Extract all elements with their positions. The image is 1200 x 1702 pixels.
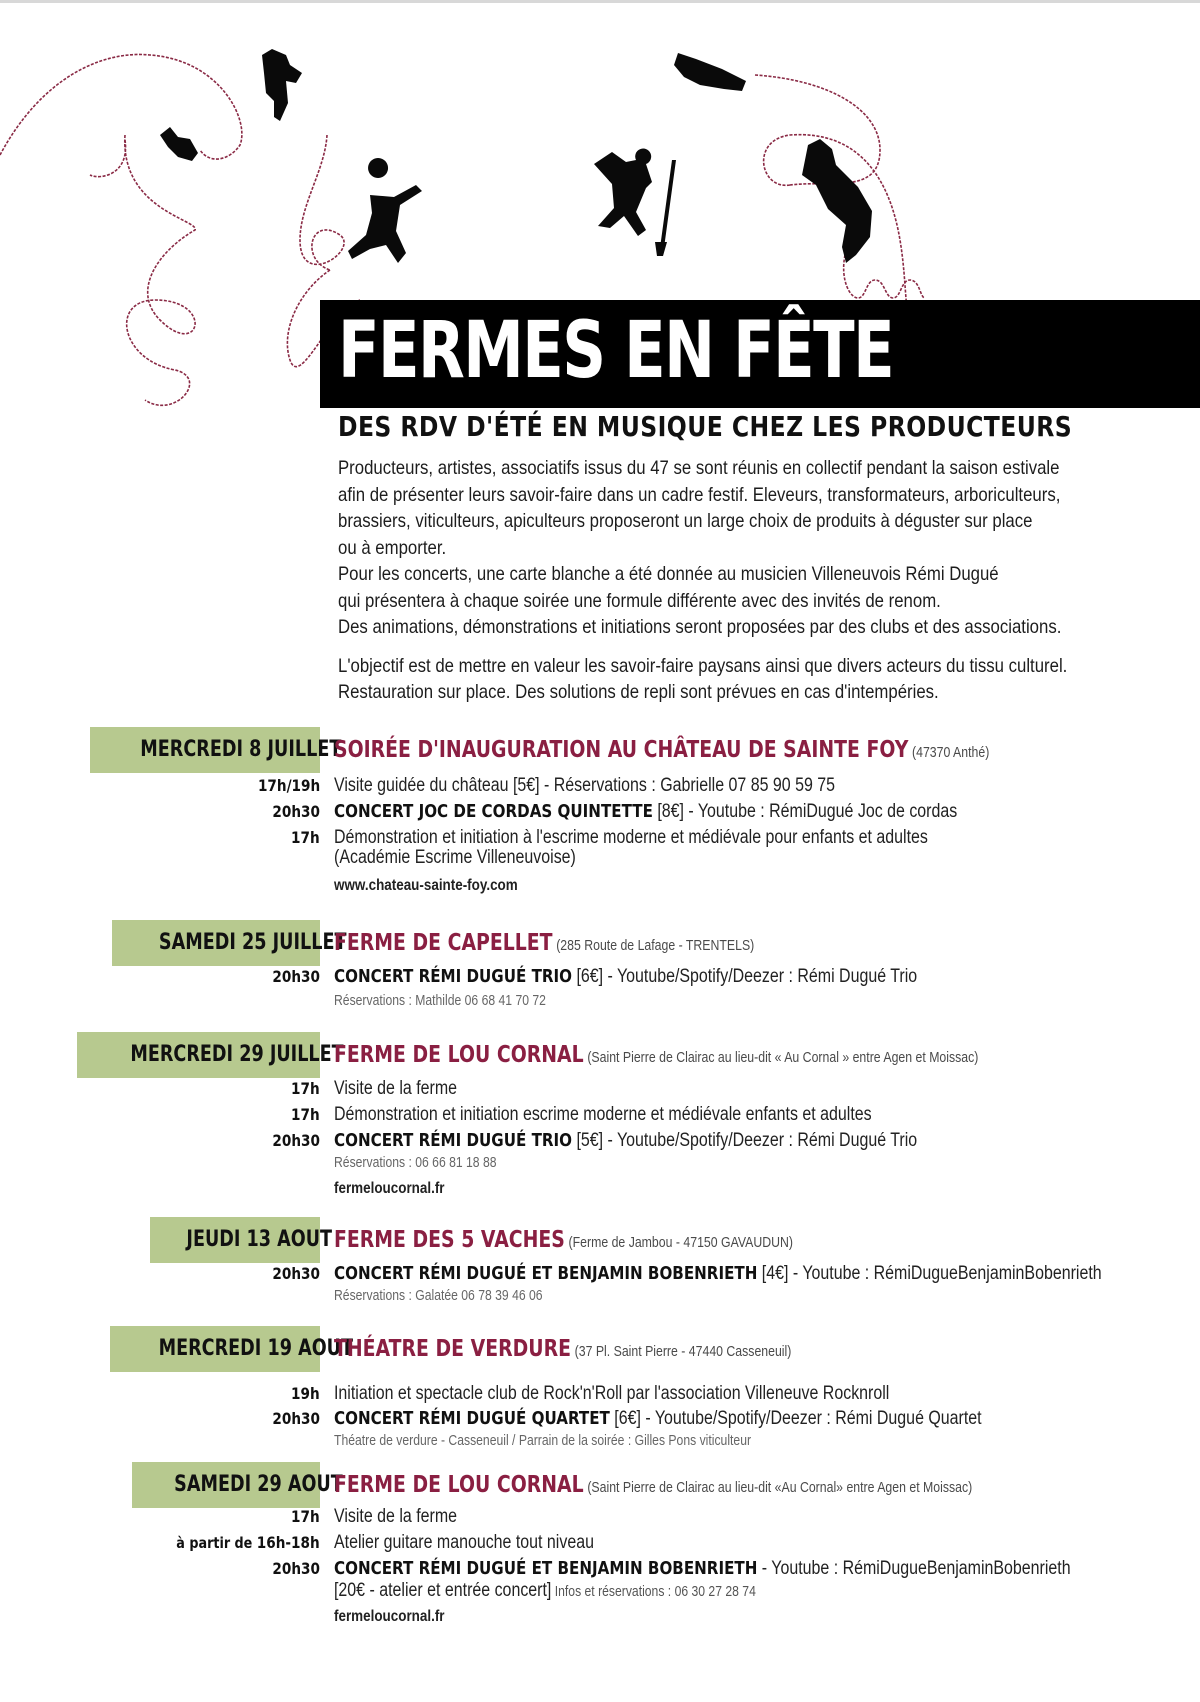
- website-link[interactable]: fermeloucornal.fr: [334, 1180, 445, 1197]
- schedule-row: [0, 799, 1200, 825]
- page-subtitle: DES RDV D'ÉTÉ EN MUSIQUE CHEZ LES PRODUCTEURS: [338, 410, 1073, 443]
- event-date: SAMEDI 29 AOUT: [174, 1472, 343, 1497]
- reservation-note: Réservations : Mathilde 06 68 41 70 72: [334, 993, 546, 1009]
- activity-desc: CONCERT RÉMI DUGUÉ QUARTET [6€] - Youtube/Spotify/Deezer : Rémi Dugué Quartet: [334, 1408, 982, 1429]
- venue-name: FERME DE LOU CORNAL: [334, 1472, 584, 1498]
- activity-desc: CONCERT RÉMI DUGUÉ ET BENJAMIN BOBENRIETH - Youtube : RémiDugueBenjaminBobenrieth: [334, 1558, 1071, 1579]
- time-label: 17h: [291, 1507, 320, 1526]
- schedule-row: [0, 964, 1200, 990]
- venue-note: Théatre de verdure - Casseneuil / Parrain de la soirée : Gilles Pons viticulteur: [334, 1433, 752, 1449]
- time-label: 17h/19h: [257, 776, 320, 795]
- time-label: à partir de 16h-18h: [176, 1533, 320, 1552]
- schedule-row: [0, 1578, 1200, 1604]
- pig-silhouette: [674, 53, 746, 91]
- event-date: MERCREDI 29 JUILLET: [130, 1042, 344, 1067]
- venue-heading: [334, 1336, 791, 1362]
- schedule-row: [0, 1381, 1200, 1407]
- venue-heading: [334, 930, 754, 956]
- time-label: 20h30: [272, 1409, 320, 1428]
- activity-desc: Visite de la ferme: [334, 1078, 458, 1099]
- activity-desc: Démonstration et initiation à l'escrime moderne et médiévale pour enfants et adultes: [334, 827, 928, 848]
- schedule-row: [0, 1076, 1200, 1102]
- activity-desc: Atelier guitare manouche tout niveau: [334, 1532, 594, 1553]
- intro-line: qui présentera à chaque soirée une formule différente avec des invités de renom.: [338, 589, 941, 612]
- venue-address: (Ferme de Jambou - 47150 GAVAUDUN): [568, 1234, 793, 1251]
- intro-line: Des animations, démonstrations et initiations seront proposées par des clubs et des associations.: [338, 616, 1062, 638]
- venue-address: (Saint Pierre de Clairac au lieu-dit «Au Cornal» entre Agen et Moissac): [587, 1479, 973, 1496]
- activity-desc: Visite guidée du château [5€] - Réservations : Gabrielle 07 85 90 59 75: [334, 775, 836, 796]
- time-label: 20h30: [272, 1264, 320, 1283]
- schedule-row: [0, 1530, 1200, 1556]
- activity-desc: Démonstration et initiation escrime moderne et médiévale enfants et adultes: [334, 1104, 872, 1125]
- time-label: 19h: [291, 1384, 320, 1403]
- intro-line: L'objectif est de mettre en valeur les savoir-faire paysans ainsi que divers acteurs du tissu culturel.: [338, 654, 1068, 677]
- activity-desc: Visite de la ferme: [334, 1506, 458, 1527]
- venue-name: FERME DE CAPELLET: [334, 930, 553, 956]
- price-info: [20€ - atelier et entrée concert] Infos et réservations : 06 30 27 28 74: [334, 1580, 756, 1601]
- event-date: MERCREDI 8 JUILLET: [140, 737, 342, 762]
- venue-name: SOIRÉE D'INAUGURATION AU CHÂTEAU DE SAINTE FOY: [334, 737, 909, 763]
- goat-silhouette: [262, 49, 302, 121]
- intro-line: afin de présenter leurs savoir-faire dans un cadre festif. Eleveurs, transformateurs, arboriculteurs,: [338, 483, 1061, 506]
- farmer-silhouette: [594, 149, 676, 256]
- time-label: 20h30: [272, 1131, 320, 1150]
- intro-line: ou à emporter.: [338, 536, 447, 559]
- time-label: 17h: [291, 828, 320, 847]
- schedule-row: [0, 1102, 1200, 1128]
- activity-desc: (Académie Escrime Villeneuvoise): [334, 847, 576, 868]
- swirl-line-left: [0, 54, 242, 159]
- date-badge: [132, 1462, 343, 1508]
- activity-desc: CONCERT JOC DE CORDAS QUINTETTE [8€] - Youtube : RémiDugué Joc de cordas: [334, 801, 958, 822]
- time-label: 20h30: [272, 802, 320, 821]
- venue-heading: [334, 737, 989, 763]
- activity-desc: CONCERT RÉMI DUGUÉ TRIO [6€] - Youtube/Spotify/Deezer : Rémi Dugué Trio: [334, 966, 918, 987]
- venue-heading: [334, 1472, 972, 1498]
- time-label: 20h30: [272, 1559, 320, 1578]
- reservation-note: Réservations : Galatée 06 78 39 46 06: [334, 1288, 543, 1304]
- time-label: 17h: [291, 1079, 320, 1098]
- activity-desc: Initiation et spectacle club de Rock'n'Roll par l'association Villeneuve Rocknroll: [334, 1383, 890, 1404]
- website-link[interactable]: fermeloucornal.fr: [334, 1608, 445, 1625]
- website-row: [0, 873, 1200, 899]
- activity-desc: CONCERT RÉMI DUGUÉ ET BENJAMIN BOBENRIETH [4€] - Youtube : RémiDugueBenjaminBobenrieth: [334, 1263, 1102, 1284]
- venue-name: THÉATRE DE VERDURE: [334, 1336, 571, 1362]
- venue-heading: [334, 1042, 978, 1068]
- venue-address: (Saint Pierre de Clairac au lieu-dit « Au Cornal » entre Agen et Moissac): [587, 1049, 979, 1066]
- reservation-note: Réservations : 06 66 81 18 88: [334, 1155, 497, 1171]
- venue-address: (47370 Anthé): [912, 744, 990, 761]
- intro-line: Pour les concerts, une carte blanche a été donnée au musicien Villeneuvois Rémi Dugué: [338, 563, 999, 585]
- website-link[interactable]: www.chateau-sainte-foy.com: [334, 877, 518, 894]
- schedule-row: [0, 1504, 1200, 1530]
- venue-address: (37 Pl. Saint Pierre - 47440 Casseneuil): [574, 1343, 792, 1360]
- intro-line: Producteurs, artistes, associatifs issus du 47 se sont réunis en collectif pendant la saison estivale: [338, 457, 1060, 479]
- date-badge: [110, 1326, 353, 1372]
- venue-heading: [334, 1227, 793, 1253]
- website-row: [0, 1604, 1200, 1630]
- venue-name: FERME DE LOU CORNAL: [334, 1042, 584, 1068]
- event-date: SAMEDI 25 JUILLET: [158, 930, 347, 955]
- intro-line: Restauration sur place. Des solutions de repli sont prévues en cas d'intempéries.: [338, 681, 939, 703]
- date-badge: [90, 727, 342, 773]
- event-date: MERCREDI 19 AOUT: [158, 1336, 353, 1361]
- time-label: 20h30: [272, 967, 320, 986]
- guitarist-silhouette: [348, 158, 422, 263]
- date-badge: [150, 1217, 333, 1263]
- date-badge: [112, 920, 347, 966]
- event-date: JEUDI 13 AOUT: [186, 1227, 333, 1252]
- intro-text: [338, 455, 1095, 706]
- website-row: [0, 1176, 1200, 1202]
- page-title: FERMES EN FÊTE: [338, 306, 894, 396]
- venue-name: FERME DES 5 VACHES: [334, 1227, 565, 1253]
- chicken-silhouette: [160, 127, 198, 161]
- activity-desc: CONCERT RÉMI DUGUÉ TRIO [5€] - Youtube/Spotify/Deezer : Rémi Dugué Trio: [334, 1130, 918, 1151]
- date-badge: [77, 1032, 344, 1078]
- time-label: 17h: [291, 1105, 320, 1124]
- venue-address: (285 Route de Lafage - TRENTELS): [556, 937, 755, 954]
- schedule-row: [0, 845, 1200, 871]
- schedule-row: [0, 773, 1200, 799]
- intro-line: brassiers, viticulteurs, apiculteurs proposeront un large choix de produits à déguster sur place: [338, 510, 1033, 532]
